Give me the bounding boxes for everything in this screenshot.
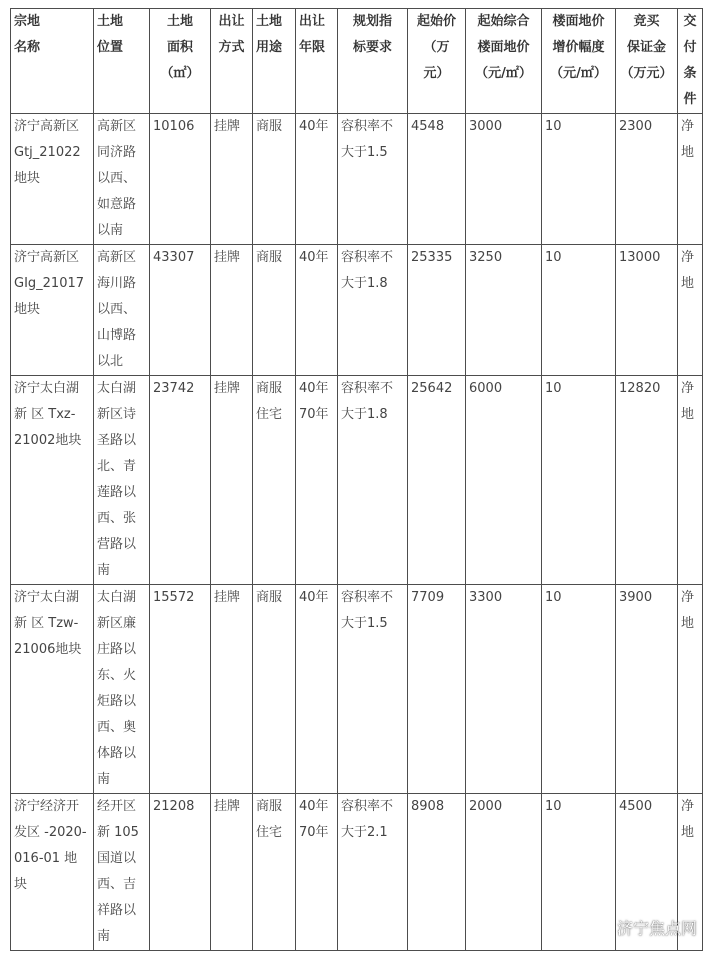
cell-increment: 10 — [542, 585, 616, 794]
cell-start-price: 4548 — [408, 114, 466, 245]
clipped-header-line — [0, 0, 711, 8]
header-cell-term: 出让 年限 — [296, 9, 338, 114]
cell-floor-price: 3250 — [466, 245, 542, 376]
header-cell-increment: 楼面地价 增价幅度 （元/㎡） — [542, 9, 616, 114]
table-row — [11, 245, 703, 376]
cell-transfer-method: 挂牌 — [211, 376, 253, 585]
cell-location: 经开区新 105国道以西、吉祥路以南 — [94, 794, 150, 951]
cell-parcel-name: 济宁经济开发区 -2020-016-01 地块 — [11, 794, 94, 951]
cell-land-use: 商服 — [253, 585, 296, 794]
cell-deposit: 3900 — [616, 585, 678, 794]
cell-delivery: 净地 — [678, 245, 703, 376]
header-cell-delivery: 交 付 条 件 — [678, 9, 703, 114]
cell-location: 太白湖新区廉庄路以东、火炬路以西、奥体路以南 — [94, 585, 150, 794]
table-row — [11, 114, 703, 245]
cell-term: 40年70年 — [296, 376, 338, 585]
cell-land-use: 商服住宅 — [253, 376, 296, 585]
cell-location: 高新区同济路以西、如意路以南 — [94, 114, 150, 245]
cell-start-price: 7709 — [408, 585, 466, 794]
cell-transfer-method: 挂牌 — [211, 114, 253, 245]
cell-start-price: 25335 — [408, 245, 466, 376]
cell-area: 43307 — [150, 245, 211, 376]
cell-planning: 容积率不大于1.8 — [338, 245, 408, 376]
table-header-row — [11, 9, 703, 114]
header-cell-parcel-name: 宗地 名称 — [11, 9, 94, 114]
cell-term: 40年 — [296, 114, 338, 245]
wechat-icon — [585, 914, 611, 940]
cell-deposit: 2300 — [616, 114, 678, 245]
cell-increment: 10 — [542, 794, 616, 951]
cell-term: 40年70年 — [296, 794, 338, 951]
cell-transfer-method: 挂牌 — [211, 585, 253, 794]
cell-term: 40年 — [296, 585, 338, 794]
cell-area: 10106 — [150, 114, 211, 245]
header-cell-land-use: 土地 用途 — [253, 9, 296, 114]
cell-increment: 10 — [542, 114, 616, 245]
cell-planning: 容积率不大于1.8 — [338, 376, 408, 585]
table-row — [11, 585, 703, 794]
cell-land-use: 商服 — [253, 245, 296, 376]
header-cell-start-price: 起始价 （万 元） — [408, 9, 466, 114]
cell-deposit: 12820 — [616, 376, 678, 585]
cell-area: 15572 — [150, 585, 211, 794]
cell-location: 高新区海川路以西、山博路以北 — [94, 245, 150, 376]
cell-floor-price: 6000 — [466, 376, 542, 585]
cell-floor-price: 3300 — [466, 585, 542, 794]
cell-increment: 10 — [542, 376, 616, 585]
cell-parcel-name: 济宁太白湖新 区 Tzw-21006地块 — [11, 585, 94, 794]
cell-parcel-name: 济宁高新区Gtj_21022地块 — [11, 114, 94, 245]
cell-transfer-method: 挂牌 — [211, 794, 253, 951]
header-cell-area: 土地 面积 （㎡） — [150, 9, 211, 114]
header-cell-transfer-method: 出让 方式 — [211, 9, 253, 114]
header-cell-floor-price: 起始综合 楼面地价 （元/㎡） — [466, 9, 542, 114]
cell-parcel-name: 济宁高新区GIg_21017地块 — [11, 245, 94, 376]
cell-area: 21208 — [150, 794, 211, 951]
watermark-text: 济宁焦点网 — [616, 918, 697, 938]
table-row — [11, 376, 703, 585]
cell-land-use: 商服住宅 — [253, 794, 296, 951]
cell-start-price: 8908 — [408, 794, 466, 951]
header-cell-planning: 规划指 标要求 — [338, 9, 408, 114]
cell-start-price: 25642 — [408, 376, 466, 585]
cell-delivery: 净地 — [678, 114, 703, 245]
cell-floor-price: 2000 — [466, 794, 542, 951]
header-cell-location: 土地 位置 — [94, 9, 150, 114]
cell-delivery: 净地 — [678, 794, 703, 951]
cell-delivery: 净地 — [678, 376, 703, 585]
cell-delivery: 净地 — [678, 585, 703, 794]
cell-deposit: 4500 — [616, 794, 678, 951]
cell-land-use: 商服 — [253, 114, 296, 245]
cell-term: 40年 — [296, 245, 338, 376]
source-watermark — [585, 914, 697, 940]
cell-deposit: 13000 — [616, 245, 678, 376]
cell-planning: 容积率不大于1.5 — [338, 585, 408, 794]
cell-planning: 容积率不大于1.5 — [338, 114, 408, 245]
land-auction-table — [10, 8, 703, 951]
cell-area: 23742 — [150, 376, 211, 585]
cell-transfer-method: 挂牌 — [211, 245, 253, 376]
cell-location: 太白湖新区诗圣路以北、青莲路以西、张营路以南 — [94, 376, 150, 585]
header-cell-deposit: 竞买 保证金 （万元） — [616, 9, 678, 114]
cell-increment: 10 — [542, 245, 616, 376]
cell-planning: 容积率不大于2.1 — [338, 794, 408, 951]
cell-parcel-name: 济宁太白湖新 区 Txz-21002地块 — [11, 376, 94, 585]
cell-floor-price: 3000 — [466, 114, 542, 245]
